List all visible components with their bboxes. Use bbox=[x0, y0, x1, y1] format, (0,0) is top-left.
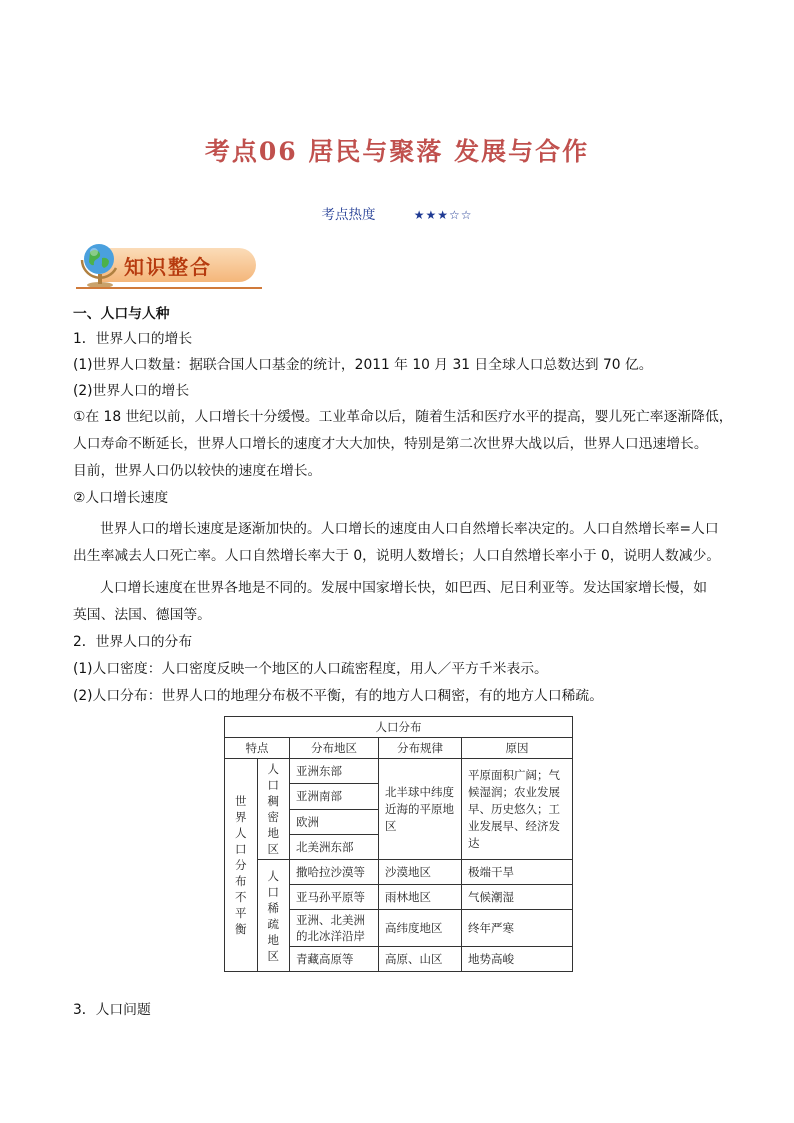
table-cell: 沙漠地区 bbox=[379, 860, 462, 885]
table-row bbox=[225, 860, 573, 885]
paragraph: (1)人口密度：人口密度反映一个地区的人口疏密程度，用人／平方千米表示。 bbox=[73, 661, 548, 677]
page-title: 考点06 居民与聚落 发展与合作 bbox=[204, 137, 590, 166]
section-heading-1: 一、人口与人种 bbox=[73, 306, 170, 322]
table-cell: 亚洲东部 bbox=[290, 759, 379, 784]
header-rule: 分布规律 bbox=[379, 738, 462, 759]
sparse-label: 人口稀疏地区 bbox=[257, 860, 290, 972]
header-feature: 特点 bbox=[225, 738, 290, 759]
paragraph: (2)人口分布：世界人口的地理分布极不平衡，有的地方人口稠密，有的地方人口稀疏。 bbox=[73, 688, 604, 704]
subheading-1: 1．世界人口的增长 bbox=[73, 331, 193, 347]
table-cell: 亚马孙平原等 bbox=[290, 885, 379, 910]
paragraph: 人口增长速度在世界各地是不同的。发展中国家增长快，如巴西、尼日利亚等。发达国家增长慢，如 bbox=[100, 580, 708, 596]
paragraph: 人口寿命不断延长，世界人口增长的速度才大大加快，特别是第二次世界大战以后，世界人口迅速增长。 bbox=[73, 436, 708, 452]
table-cell: 雨林地区 bbox=[379, 885, 462, 910]
paragraph: 目前，世界人口仍以较快的速度在增长。 bbox=[73, 463, 322, 479]
table-caption: 人口分布 bbox=[225, 717, 573, 738]
dense-rule: 北半球中纬度近海的平原地区 bbox=[379, 759, 462, 860]
table-cell: 高纬度地区 bbox=[379, 910, 462, 947]
paragraph: ①在 18 世纪以前，人口增长十分缓慢。工业革命以后，随着生活和医疗水平的提高，婴儿死亡率逐渐降低， bbox=[73, 409, 733, 425]
section-banner bbox=[76, 238, 262, 290]
paragraph: 世界人口的增长速度是逐渐加快的。人口增长的速度由人口自然增长率决定的。人口自然增长率=人口 bbox=[100, 521, 719, 537]
table-header-row bbox=[225, 738, 573, 759]
table-cell: 终年严寒 bbox=[462, 910, 573, 947]
banner-underline bbox=[76, 287, 262, 289]
population-distribution-table bbox=[224, 716, 573, 972]
table-row bbox=[225, 759, 573, 784]
banner-text: 知识整合 bbox=[124, 255, 212, 279]
table-cell: 北美洲东部 bbox=[290, 834, 379, 859]
paragraph: (2)世界人口的增长 bbox=[73, 383, 190, 399]
table-cell: 气候潮湿 bbox=[462, 885, 573, 910]
paragraph: (1)世界人口数量：据联合国人口基金的统计，2011 年 10 月 31 日全球人口总数达到 70 亿。 bbox=[73, 357, 653, 373]
dense-label: 人口稠密地区 bbox=[257, 759, 290, 860]
table-cell: 地势高峻 bbox=[462, 947, 573, 972]
heat-rating bbox=[0, 203, 794, 223]
table-cell: 高原、山区 bbox=[379, 947, 462, 972]
table-cell: 欧洲 bbox=[290, 809, 379, 834]
table-row bbox=[225, 717, 573, 738]
table-cell: 撒哈拉沙漠等 bbox=[290, 860, 379, 885]
paragraph: 英国、法国、德国等。 bbox=[73, 607, 211, 623]
heat-stars: ★★★☆☆ bbox=[413, 208, 473, 222]
header-area: 分布地区 bbox=[290, 738, 379, 759]
table-cell: 极端干旱 bbox=[462, 860, 573, 885]
table-cell: 青藏高原等 bbox=[290, 947, 379, 972]
paragraph: 出生率减去人口死亡率。人口自然增长率大于 0，说明人数增长；人口自然增长率小于 0，说明人数减少。 bbox=[73, 548, 721, 564]
subheading-2: 2．世界人口的分布 bbox=[73, 634, 193, 650]
main-label: 世界人口分布不平衡 bbox=[225, 759, 258, 972]
paragraph: ②人口增长速度 bbox=[73, 490, 169, 506]
subheading-3: 3．人口问题 bbox=[73, 1002, 151, 1018]
globe-icon bbox=[76, 238, 124, 290]
header-reason: 原因 bbox=[462, 738, 573, 759]
table-cell: 亚洲、北美洲的北冰洋沿岸 bbox=[290, 910, 379, 947]
table-cell: 亚洲南部 bbox=[290, 784, 379, 809]
heat-label: 考点热度 bbox=[321, 207, 376, 223]
dense-reason: 平原面积广阔；气候湿润；农业发展早、历史悠久；工业发展早、经济发达 bbox=[462, 759, 573, 860]
